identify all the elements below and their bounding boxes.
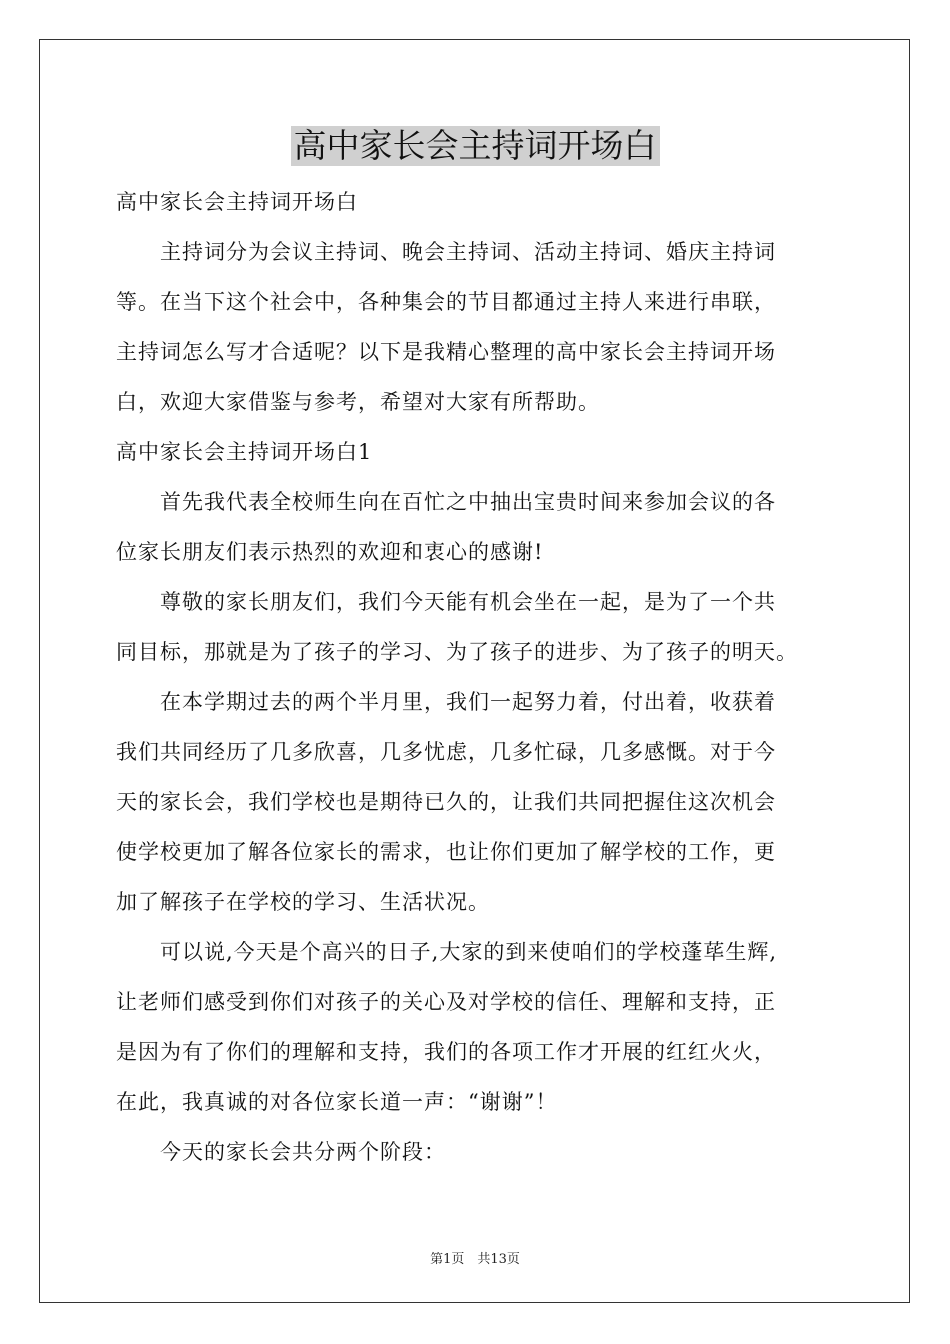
body-line: 尊敬的家长朋友们，我们今天能有机会坐在一起，是为了一个共 — [116, 590, 776, 614]
subtitle-line: 高中家长会主持词开场白 — [116, 190, 358, 214]
document-title: 高中家长会主持词开场白 — [291, 126, 660, 166]
body-line: 使学校更加了解各位家长的需求，也让你们更加了解学校的工作，更 — [116, 840, 776, 864]
body-line: 我们共同经历了几多欣喜，几多忧虑，几多忙碌，几多感慨。对于今 — [116, 740, 776, 764]
body-line: 位家长朋友们表示热烈的欢迎和衷心的感谢! — [116, 540, 544, 564]
body-line: 同目标，那就是为了孩子的学习、为了孩子的进步、为了孩子的明天。 — [116, 640, 798, 664]
body-line: 等。在当下这个社会中，各种集会的节目都通过主持人来进行串联， — [116, 290, 776, 314]
body-line: 可以说,今天是个高兴的日子,大家的到来使咱们的学校蓬荜生辉, — [116, 940, 778, 964]
body-line: 天的家长会，我们学校也是期待已久的，让我们共同把握住这次机会 — [116, 790, 776, 814]
body-line: 首先我代表全校师生向在百忙之中抽出宝贵时间来参加会议的各 — [116, 490, 776, 514]
body-line: 在本学期过去的两个半月里，我们一起努力着，付出着，收获着 — [116, 690, 776, 714]
body-line: 让老师们感受到你们对孩子的关心及对学校的信任、理解和支持，正 — [116, 990, 776, 1014]
body-line: 主持词分为会议主持词、晚会主持词、活动主持词、婚庆主持词 — [116, 240, 776, 264]
page-number-footer: 第1页 共13页 — [430, 1252, 520, 1267]
title-block — [0, 126, 950, 166]
body-line: 加了解孩子在学校的学习、生活状况。 — [116, 890, 490, 914]
body-line: 白，欢迎大家借鉴与参考，希望对大家有所帮助。 — [116, 390, 600, 414]
section-heading: 高中家长会主持词开场白1 — [116, 440, 373, 464]
body-line: 在此，我真诚的对各位家长道一声：“谢谢”！ — [116, 1090, 558, 1114]
body-line: 主持词怎么写才合适呢？以下是我精心整理的高中家长会主持词开场 — [116, 340, 776, 364]
body-line: 今天的家长会共分两个阶段： — [116, 1140, 446, 1164]
body-line: 是因为有了你们的理解和支持，我们的各项工作才开展的红红火火， — [116, 1040, 776, 1064]
